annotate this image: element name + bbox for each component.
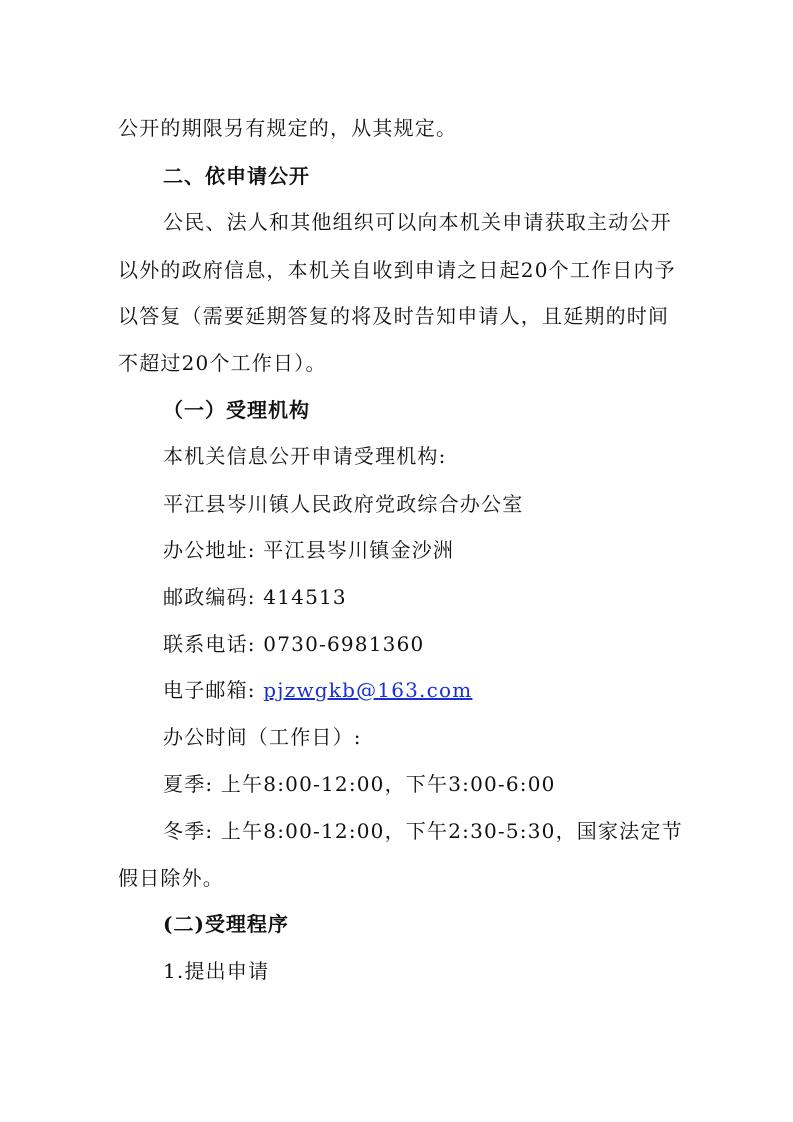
- text-line: 不超过20个工作日）。: [118, 351, 327, 375]
- email-link[interactable]: pjzwgkb@163.com: [263, 678, 473, 702]
- text-line: 1.提出申请: [163, 959, 270, 983]
- subsection-heading: (二)受理程序: [163, 912, 289, 936]
- winter-hours-line: 冬季: 上午8:00-12:00，下午2:30-5:30，国家法定节: [163, 819, 683, 843]
- text-line: 公民、法人和其他组织可以向本机关申请获取主动公开: [163, 210, 672, 234]
- phone-line: 联系电话: 0730-6981360: [163, 632, 425, 656]
- text-line: 以答复（需要延期答复的将及时告知申请人，且延期的时间: [118, 304, 670, 328]
- email-label: 电子邮箱:: [163, 678, 264, 702]
- office-hours-line: 办公时间（工作日）:: [163, 725, 362, 749]
- summer-hours-line: 夏季: 上午8:00-12:00，下午3:00-6:00: [163, 772, 556, 796]
- subsection-heading: （一）受理机构: [163, 398, 310, 422]
- text-line: 平江县岑川镇人民政府党政综合办公室: [163, 492, 524, 516]
- email-line: [163, 676, 733, 704]
- text-line: 假日除外。: [118, 866, 224, 890]
- section-heading: 二、依申请公开: [163, 164, 310, 188]
- postcode-line: 邮政编码: 414513: [163, 585, 347, 609]
- text-line: 公开的期限另有规定的，从其规定。: [118, 116, 458, 140]
- text-line: 本机关信息公开申请受理机构:: [163, 444, 447, 468]
- text-line: 以外的政府信息，本机关自收到申请之日起20个工作日内予: [118, 258, 676, 282]
- address-line: 办公地址: 平江县岑川镇金沙洲: [163, 538, 455, 562]
